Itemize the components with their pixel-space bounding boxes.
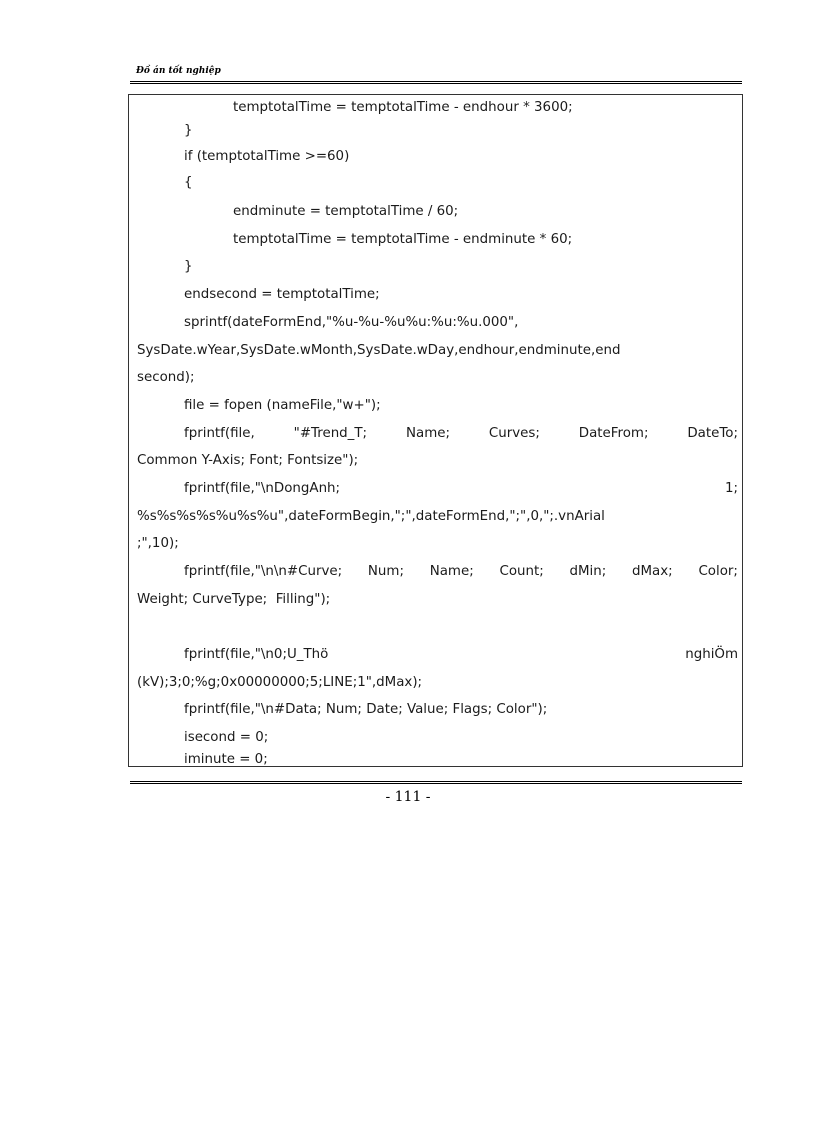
code-line: endsecond = temptotalTime; [184,287,380,302]
code-word: DateFrom; [578,426,649,441]
code-line [184,561,738,583]
code-word: DateTo; [687,426,738,441]
code-word: Curves; [488,426,540,441]
page-number: - 111 - [385,789,431,805]
code-line: ;",10); [137,536,179,551]
code-line [184,423,738,445]
code-line: } [184,123,193,138]
code-word: 1; [724,481,738,496]
code-line: Weight; CurveType; Filling"); [137,592,331,607]
code-line: } [184,259,193,274]
code-line [184,478,738,500]
code-word: fprintf(file,"\n0;U_Thö [184,647,329,662]
code-line: endminute = temptotalTime / 60; [233,204,459,219]
code-word: dMin; [569,564,607,579]
code-line: (kV);3;0;%g;0x00000000;5;LINE;1",dMax); [137,675,423,690]
footer-rule [130,781,742,784]
code-line: %s%s%s%s%u%s%u",dateFormBegin,";",dateFormEnd,";",0,";.vnArial [137,509,605,524]
code-line: if (temptotalTime >=60) [184,149,350,164]
code-word: fprintf(file, [184,426,255,441]
code-line: iminute = 0; [184,752,268,767]
code-word: Count; [499,564,544,579]
code-line: temptotalTime = temptotalTime - endminute * 60; [233,232,573,247]
code-line [184,644,738,666]
code-line: temptotalTime = temptotalTime - endhour * 3600; [233,100,573,115]
code-line: { [184,175,193,190]
code-line: Common Y-Axis; Font; Fontsize"); [137,453,359,468]
code-word: dMax; [632,564,673,579]
code-line: isecond = 0; [184,730,269,745]
code-word: fprintf(file,"\n\n#Curve; [184,564,343,579]
header-rule [130,81,742,84]
code-word: nghiÖm [685,647,738,662]
code-word: fprintf(file,"\nDongAnh; [184,481,341,496]
code-line: sprintf(dateFormEnd,"%u-%u-%u%u:%u:%u.000", [184,315,519,330]
code-line: file = fopen (nameFile,"w+"); [184,398,381,413]
code-word: Name; [405,426,450,441]
code-word: Color; [698,564,738,579]
header-title: Đồ án tốt nghiệp [136,66,221,76]
code-line: SysDate.wYear,SysDate.wMonth,SysDate.wDay,endhour,endminute,end [137,343,621,358]
code-line: fprintf(file,"\n#Data; Num; Date; Value; Flags; Color"); [184,702,548,717]
code-word: Name; [429,564,474,579]
code-word: "#Trend_T; [293,426,368,441]
code-word: Num; [367,564,404,579]
code-line: second); [137,370,195,385]
